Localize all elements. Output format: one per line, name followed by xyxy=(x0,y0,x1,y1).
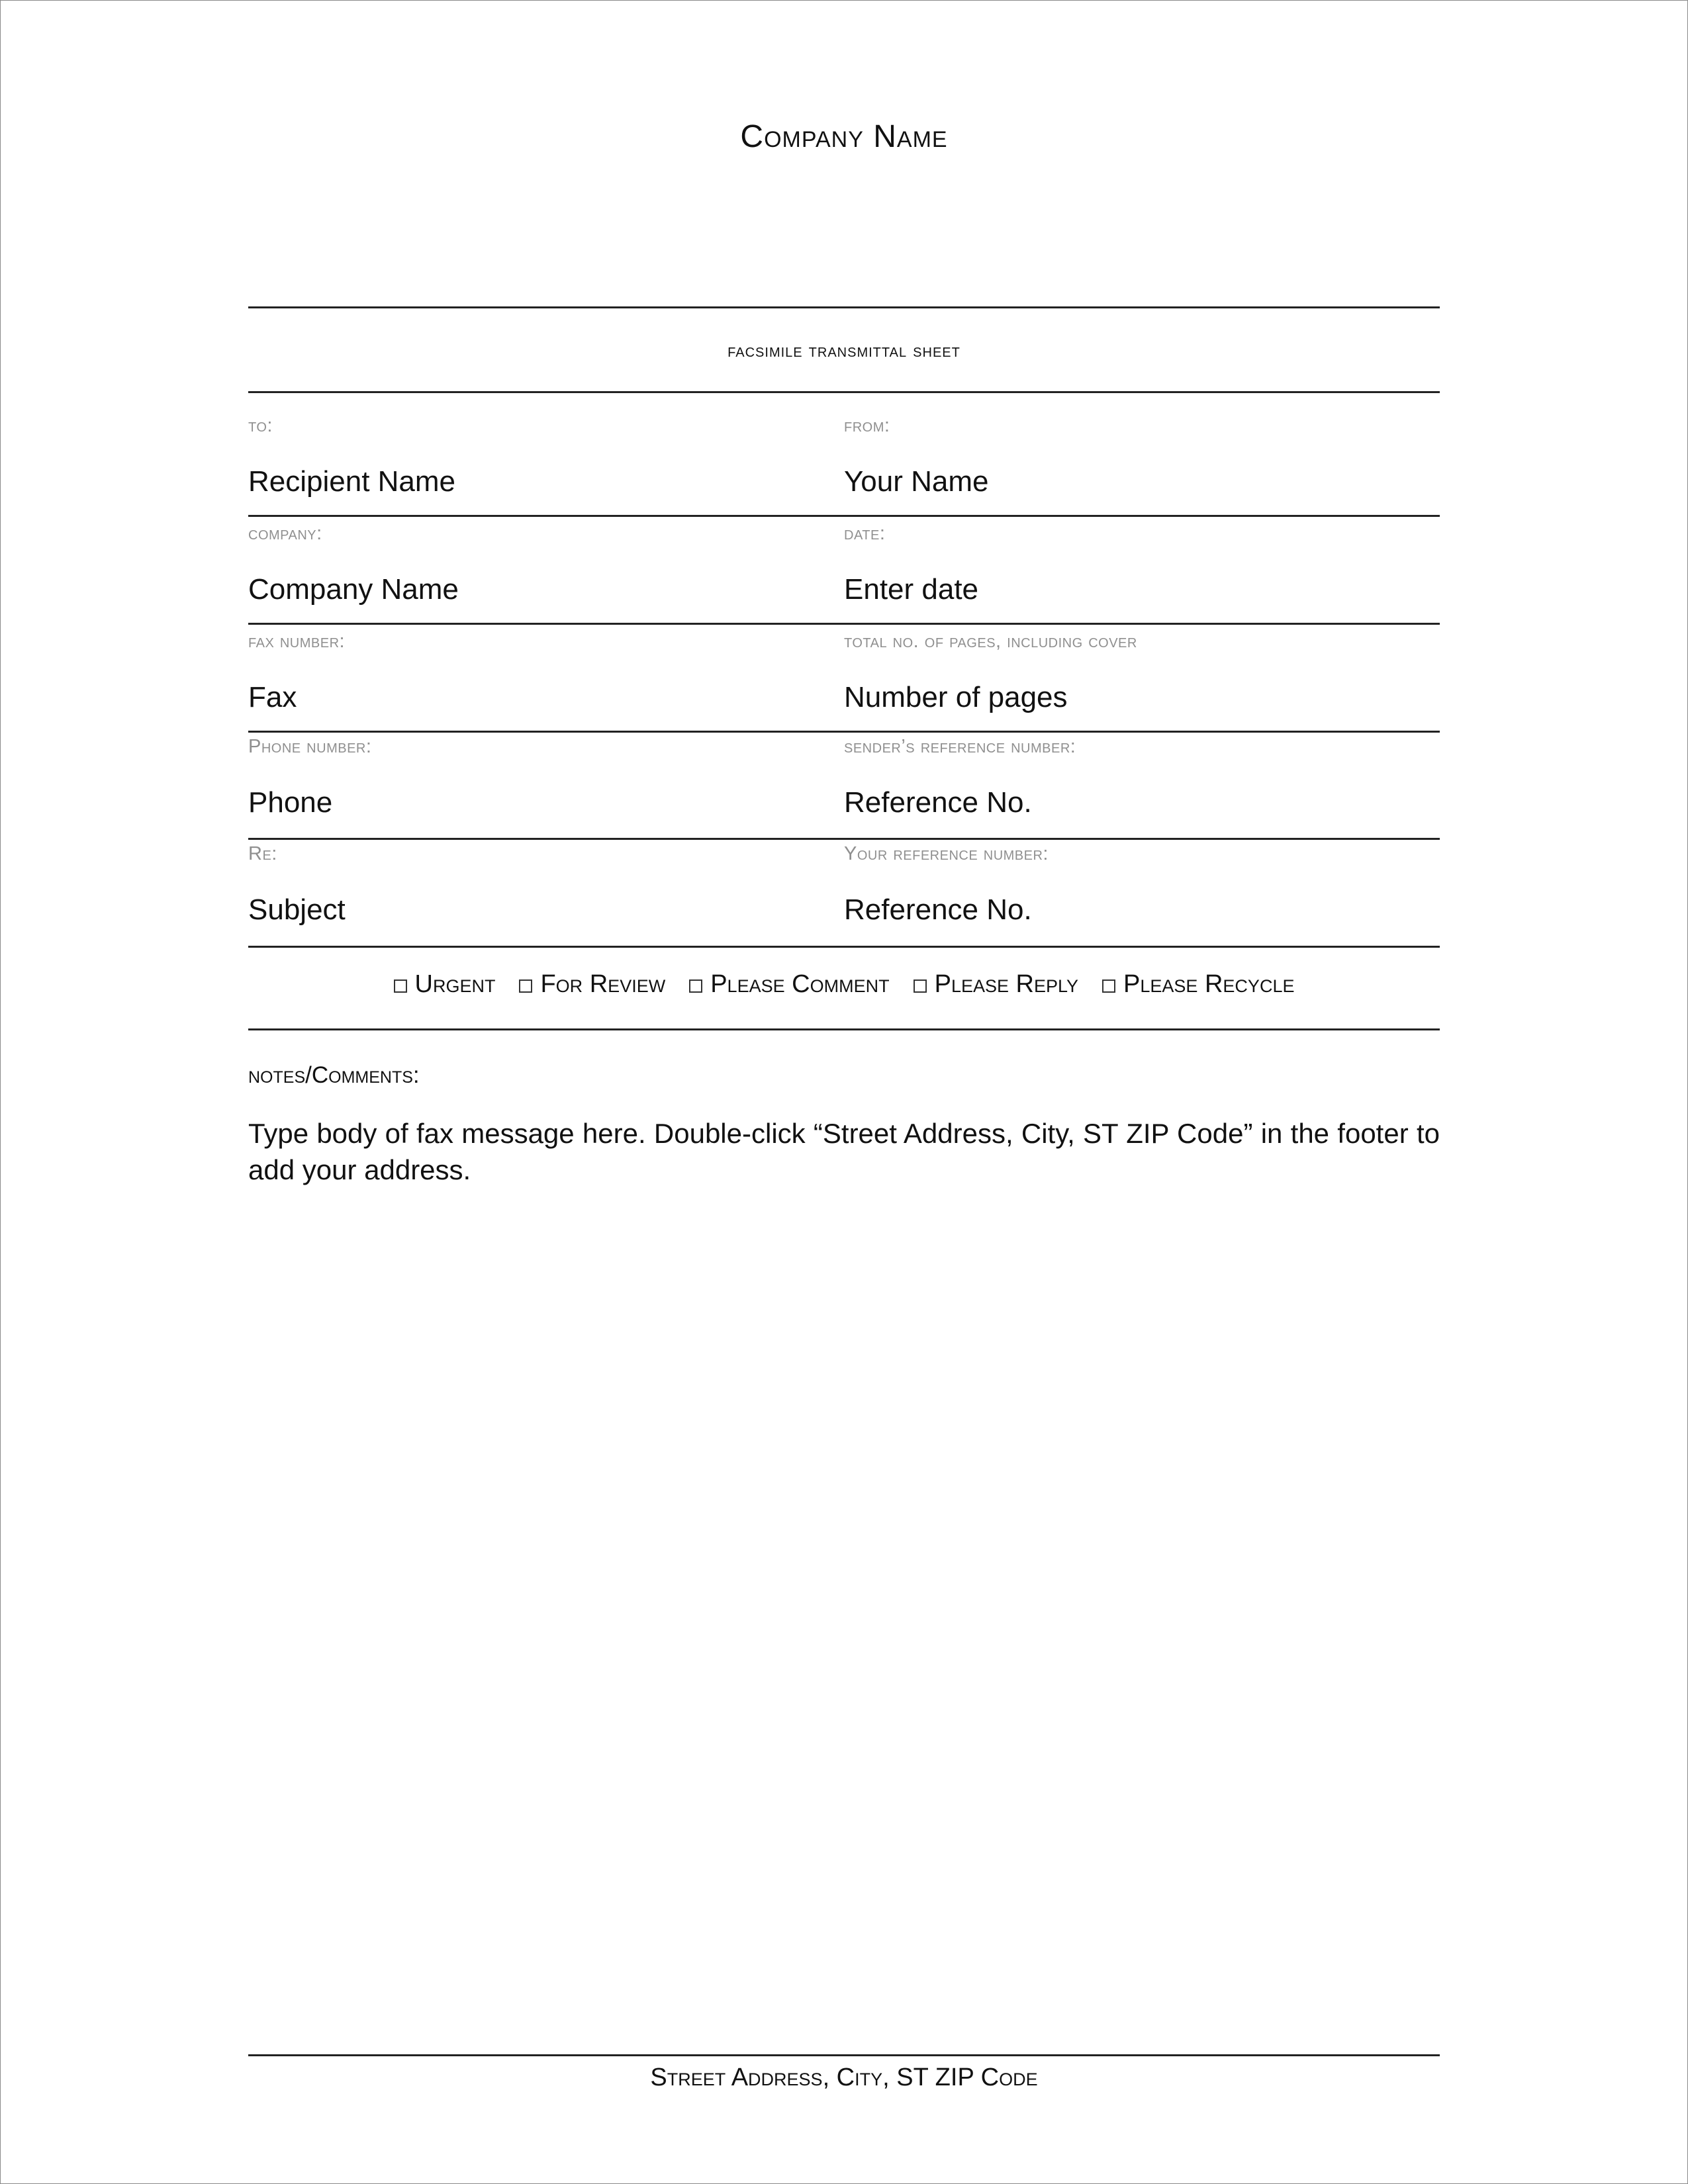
from-label: from: xyxy=(844,415,890,436)
fax-number-field xyxy=(248,631,814,738)
fax-message-body[interactable]: Type body of fax message here. Double-click “Street Address, City, ST ZIP Code” in the footer to add your address. xyxy=(248,1118,1440,1185)
date-value[interactable]: Enter date xyxy=(844,573,979,606)
your-reference-field xyxy=(844,843,1410,950)
please-recycle-checkbox[interactable] xyxy=(1102,970,1294,999)
re-label: Re: xyxy=(248,843,277,864)
please-comment-checkbox[interactable] xyxy=(689,970,889,999)
row-5-divider xyxy=(248,946,1440,948)
footer-divider xyxy=(248,2054,1440,2056)
total-pages-label: total no. of pages, including cover xyxy=(844,631,1137,652)
company-field xyxy=(248,523,814,630)
fax-purpose-checkboxes xyxy=(248,970,1440,999)
title-divider xyxy=(248,391,1440,393)
row-1-divider xyxy=(248,515,1440,517)
checkbox-icon[interactable] xyxy=(914,979,927,993)
row-4-divider xyxy=(248,838,1440,840)
checkbox-icon[interactable] xyxy=(394,979,407,993)
please-reply-checkbox[interactable] xyxy=(914,970,1078,999)
urgent-label: Urgent xyxy=(414,970,496,998)
fax-number-value[interactable]: Fax xyxy=(248,681,297,713)
please-reply-label: Please Reply xyxy=(934,970,1079,998)
checkbox-icon[interactable] xyxy=(689,979,702,993)
senders-reference-field xyxy=(844,736,1410,843)
please-recycle-label: Please Recycle xyxy=(1123,970,1295,998)
fax-sheet-title: facsimile transmittal sheet xyxy=(727,340,961,361)
checkbox-icon[interactable] xyxy=(1102,979,1115,993)
your-reference-label: Your reference number: xyxy=(844,843,1049,864)
phone-number-value[interactable]: Phone xyxy=(248,786,333,819)
to-label: to: xyxy=(248,415,273,436)
company-label: company: xyxy=(248,523,322,544)
row-3-divider xyxy=(248,731,1440,733)
footer-address[interactable]: Street Address, City, ST ZIP Code xyxy=(650,2064,1038,2091)
date-label: date: xyxy=(844,523,886,544)
checkbox-divider xyxy=(248,1028,1440,1030)
for-review-label: For Review xyxy=(540,970,666,998)
urgent-checkbox[interactable] xyxy=(394,970,496,999)
re-field xyxy=(248,843,814,950)
senders-reference-label: sender’s reference number: xyxy=(844,736,1076,757)
phone-number-label: Phone number: xyxy=(248,736,372,757)
to-field xyxy=(248,415,814,522)
checkbox-icon[interactable] xyxy=(519,979,532,993)
to-value[interactable]: Recipient Name xyxy=(248,465,456,498)
date-field xyxy=(844,523,1410,630)
your-reference-value[interactable]: Reference No. xyxy=(844,893,1032,926)
please-comment-label: Please Comment xyxy=(710,970,890,998)
senders-reference-value[interactable]: Reference No. xyxy=(844,786,1032,819)
company-name-heading[interactable]: Company Name xyxy=(740,119,948,154)
re-value[interactable]: Subject xyxy=(248,893,346,926)
company-value[interactable]: Company Name xyxy=(248,573,459,606)
from-field xyxy=(844,415,1410,522)
total-pages-field xyxy=(844,631,1410,738)
notes-label: notes/Comments: xyxy=(248,1062,420,1088)
total-pages-value[interactable]: Number of pages xyxy=(844,681,1068,713)
row-2-divider xyxy=(248,623,1440,625)
from-value[interactable]: Your Name xyxy=(844,465,989,498)
fax-number-label: fax number: xyxy=(248,631,346,652)
top-divider xyxy=(248,306,1440,308)
phone-number-field xyxy=(248,736,814,843)
for-review-checkbox[interactable] xyxy=(519,970,665,999)
